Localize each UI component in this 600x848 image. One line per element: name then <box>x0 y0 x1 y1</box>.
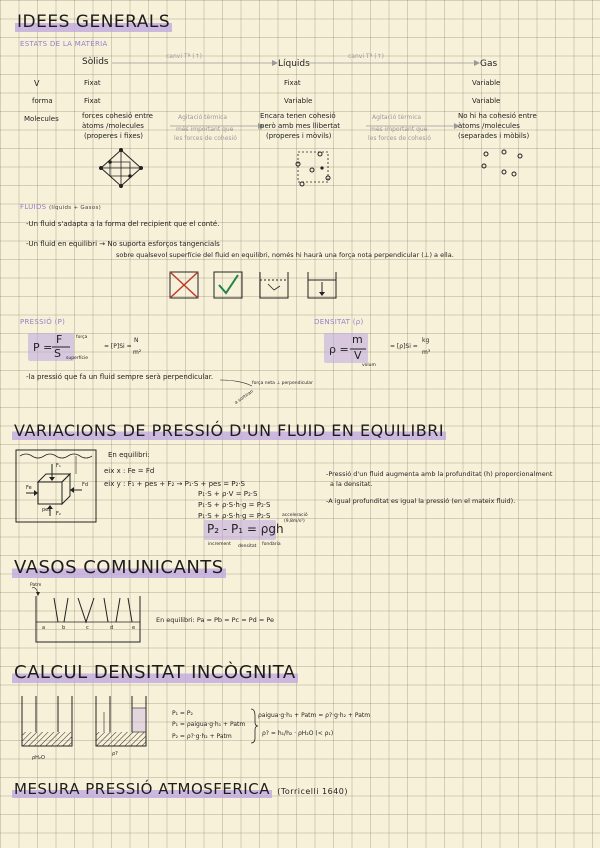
variacions-eq-label: En equilibri: <box>108 451 150 459</box>
fluids-title-text: FLUIDS <box>20 203 47 211</box>
vasos-label-a: a <box>42 625 46 631</box>
densitat-den: V <box>354 349 362 362</box>
fig-pes: pes <box>42 507 51 513</box>
calcul-bracket <box>250 708 258 744</box>
vasos-title <box>12 557 226 578</box>
agit1-2: més important que <box>176 126 234 133</box>
row-forma: forma <box>32 97 53 105</box>
agit1-1: Agitació tèrmica <box>178 114 228 121</box>
mesura-title-text: MESURA PRESSIÓ ATMOSFERICA <box>14 780 270 798</box>
calcul-result: ρ? = h₁/h₂ · ρH₂O (< ρ₁) <box>262 730 334 737</box>
pressio-den-note: superfície <box>66 356 88 361</box>
variacions-eix-y: eix y : F₁ + pes + F₂ → P₁·S + pes = P₂·S <box>104 480 245 488</box>
solids-forma: Fixat <box>84 97 101 105</box>
fluids-line1: -Un fluid s'adapta a la forma del recipient que el conté. <box>26 220 220 228</box>
vasos-label-b: b <box>62 625 66 631</box>
solids-mol-2: àtoms /molecules <box>82 122 144 130</box>
row-molecules: Molecules <box>24 115 59 123</box>
vasos-label-c: c <box>86 625 89 631</box>
fluids-title <box>20 203 101 211</box>
pressio-num: F <box>56 333 63 346</box>
solids-mol-1: forces cohesió entre <box>82 112 153 120</box>
variacions-right1: -Pressió d'un fluid augmenta amb la profunditat (h) proporcionalment <box>326 470 553 478</box>
vasos-label-d: d <box>110 625 114 631</box>
densitat-unit-den: m³ <box>422 349 431 356</box>
fig-f1: F₁ <box>56 463 61 469</box>
fig-fd: Fd <box>82 482 89 488</box>
pressio-unit-num: N <box>134 337 139 344</box>
densitat-fraction-bar <box>350 348 370 352</box>
pressio-lhs: P = <box>33 341 53 354</box>
densitat-unit: = [ρ]Si = <box>390 343 418 350</box>
row-v: V <box>34 79 40 88</box>
calcul-p3: P₂ = ρ?·g·h₂ + Patm <box>172 733 232 740</box>
calcul-title-text: CALCUL DENSITAT INCÒGNITA <box>14 662 296 683</box>
pressio-title: PRESSIÓ (P) <box>20 318 66 326</box>
calcul-bracket-eq: ρaigua·g·h₁ + Patm = ρ?·g·h₂ + Patm <box>258 712 371 719</box>
densitat-lhs: ρ = <box>329 343 349 356</box>
mesura-title <box>12 780 348 798</box>
pressio-num-note: força <box>76 335 88 340</box>
mesura-note: (Torricelli 1640) <box>277 787 348 796</box>
liquid-molecules-icon <box>290 144 350 194</box>
agit2-2: més important que <box>370 126 428 133</box>
fluids-line3: sobre qualsevol superfície del fluid en equilibri, només hi haurà una força nota perpendicular (⊥) a ella. <box>116 251 454 259</box>
vasos-text: En equilibri: Pa = Pb = Pc = Pd = Pe <box>156 616 275 624</box>
pressio-unit-den: m² <box>133 349 142 356</box>
variacions-step1: P₁·S + ρ·V = P₂·S <box>198 490 258 498</box>
variacions-title-text: VARIACIONS DE PRESSIÓ D'UN FLUID EN EQUILIBRI <box>14 421 445 440</box>
pressio-diag-note: a sortiran <box>234 389 255 406</box>
vasos-title-text: VASOS COMUNICANTS <box>14 557 224 578</box>
calcul-diagram <box>18 694 158 754</box>
densitat-num: m <box>352 333 363 346</box>
vasos-patm: Patm <box>30 583 42 588</box>
variacions-title <box>12 421 446 440</box>
calcul-p2: P₁ = ρaigua·g·h₁ + Patm <box>172 721 246 728</box>
liquids-mol-3: (properes i mòvils) <box>266 132 332 140</box>
agit1-3: les forces de cohesió <box>174 135 237 142</box>
densitat-title: DENSITAT (ρ) <box>314 318 364 326</box>
fluid-boxes-diagram <box>168 270 358 304</box>
col-solids: Sòlids <box>82 57 109 67</box>
pressio-arrow-note: força neta ⊥ perpendicular <box>252 381 313 386</box>
agit2-3: les forces de cohesió <box>368 135 431 142</box>
variacions-side: acceleració <box>282 513 308 518</box>
arrow2-label: canvi Tª (↑) <box>348 53 385 60</box>
liquids-forma: Variable <box>284 97 313 105</box>
vasos-label-e: e <box>132 625 136 631</box>
variacions-note3: fondària <box>262 542 281 547</box>
variacions-eix-x: eix x : Fe = Fd <box>104 467 155 475</box>
gas-mol-3: (separades i mòbils) <box>458 132 530 140</box>
densitat-den-note: volum <box>362 363 376 368</box>
pressio-den: S <box>54 347 61 360</box>
arrow1-label: canvi Tª (↑) <box>166 53 203 60</box>
solid-lattice-icon <box>96 146 156 196</box>
variacions-right2: a la densitat. <box>330 480 373 488</box>
calcul-fig1: ρH₂O <box>32 755 45 761</box>
variacions-note2: densitat <box>238 544 257 549</box>
pressio-unit: = [P]Si = <box>104 343 132 350</box>
calcul-p1: P₁ = P₂ <box>172 710 193 717</box>
fig-fe: Fe <box>26 485 32 491</box>
pressio-note: -la pressió que fa un fluid sempre serà perpendicular. <box>26 373 214 381</box>
gas-v: Variable <box>472 79 501 87</box>
fluids-title-note: (líquids + Gasos) <box>48 205 102 211</box>
variacions-right3: -A igual profunditat es igual la pressió (en el mateix fluid). <box>326 497 516 505</box>
fluids-line2: -Un fluid en equilibri → No suporta esforços tangencials <box>26 240 220 248</box>
liquids-v: Fixat <box>284 79 301 87</box>
gas-mol-2: àtoms /molecules <box>458 122 520 130</box>
gas-molecules-icon <box>480 148 530 188</box>
solids-v: Fixat <box>84 79 101 87</box>
col-gas: Gas <box>480 59 498 69</box>
variacions-final: P₂ - P₁ = ρgh <box>207 522 284 536</box>
col-liquids: Líquids <box>278 59 310 69</box>
fig-f2: F₂ <box>56 511 61 517</box>
estats-subtitle: ESTATS DE LA MATÈRIA <box>20 40 108 48</box>
pressio-fraction-bar <box>52 346 72 350</box>
variacions-note1: increment <box>208 542 231 547</box>
liquids-mol-2: però amb mes llibertat <box>260 122 340 130</box>
solids-mol-3: (properes i fixes) <box>84 132 144 140</box>
densitat-unit-num: kg <box>422 337 430 344</box>
gas-mol-1: No hi ha cohesió entre <box>458 112 537 120</box>
calcul-title <box>12 662 298 683</box>
variacions-side2: (9,8m/s²) <box>284 519 305 524</box>
idees-title-text: IDEES GENERALS <box>17 12 171 32</box>
gas-forma: Variable <box>472 97 501 105</box>
variacions-step3: P₁·S + ρ·S·h·g = P₂·S <box>198 512 271 520</box>
agit2-1: Agitació tèrmica <box>372 114 422 121</box>
liquids-mol-1: Encara tenen cohesió <box>260 112 336 120</box>
calcul-fig2: ρ? <box>112 751 118 757</box>
variacions-step2: P₁·S + ρ·S·h·g = P₂·S <box>198 501 271 509</box>
